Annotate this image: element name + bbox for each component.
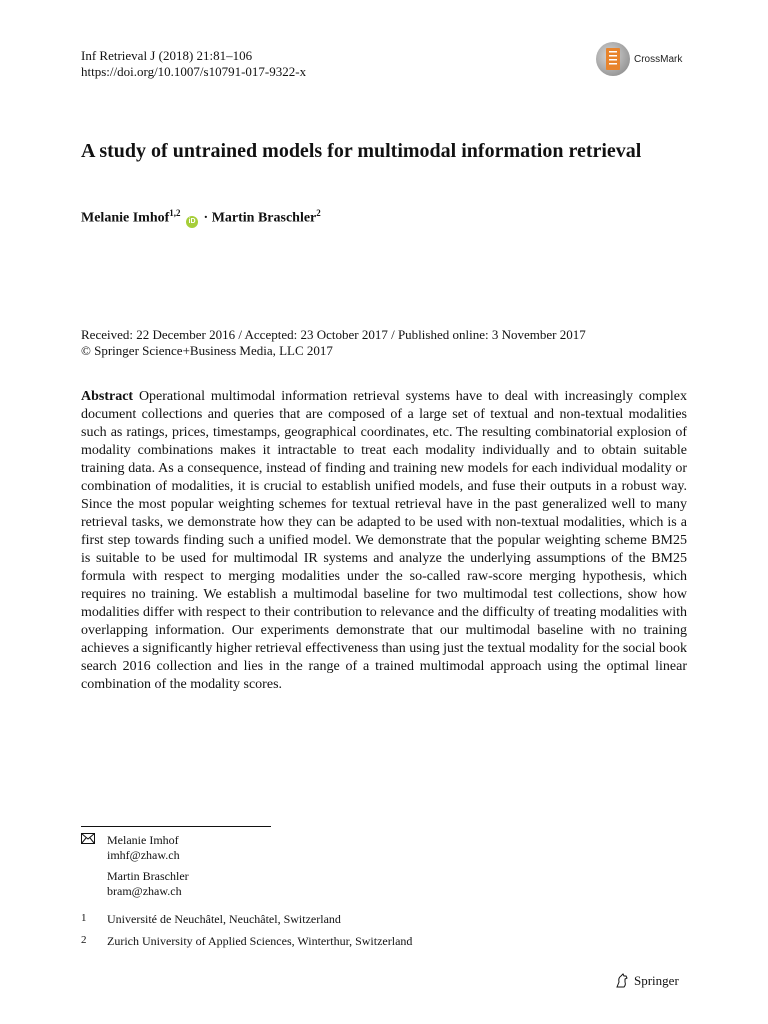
history-dates: Received: 22 December 2016 / Accepted: 23 October 2017 / Published online: 3 November 2017	[81, 327, 586, 342]
author-list	[81, 208, 321, 228]
publisher-logo	[614, 973, 679, 989]
orcid-icon[interactable]: iD	[186, 216, 198, 228]
copyright-line: © Springer Science+Business Media, LLC 2017	[81, 343, 333, 358]
abstract	[81, 388, 687, 694]
crossmark-label: CrossMark	[634, 53, 683, 65]
journal-header	[81, 48, 306, 80]
affiliation-text: Université de Neuchâtel, Neuchâtel, Switzerland	[107, 912, 341, 926]
abstract-text: Operational multimodal information retrieval systems have to deal with increasingly complex document collections and queries that are composed of a large set of textual and non-textual modalities such as ratings, prices, timestamps, geographical coordinates, etc. The resulting combinatorial explosion of modality combinations makes it intractable to treat each modality individually and to obtain suitable training data. As a consequence, instead of finding and training new models for each individual modality or combination of modalities, it is crucial to establish unified models, and fuse their outputs in a robust way. Since the most popular weighting schemes for textual retrieval have in the past generalized well to many retrieval tasks, we demonstrate how they can be adapted to be used with non-textual modalities, which is a first step towards finding such a unified model. We demonstrate that the popular weighting scheme BM25 is suitable to be used for multimodal IR systems and analyze the underlying assumptions of the BM25 formula with respect to merging modalities under the so-called raw-score merging hypothesis, which requires no training. We establish a multimodal baseline for two multimodal test collections, show how modalities differ with respect to their contribution to relevance and the difficulty of treating modalities with overlapping information. Our experiments demonstrate that our multimodal baseline with no training achieves a significantly higher retrieval effectiveness than using just the textual modality for the social book search 2016 collection and lies in the range of a trained multimodal approach using the optimal linear combination of the modality scores.	[81, 389, 688, 692]
doi-link[interactable]: https://doi.org/10.1007/s10791-017-9322-x	[81, 64, 307, 79]
abstract-heading: Abstract	[81, 389, 134, 404]
contact-email[interactable]: imhf@zhaw.ch	[107, 848, 180, 862]
author-affiliation-mark: 1,2	[169, 208, 181, 218]
contact-email[interactable]: bram@zhaw.ch	[107, 884, 182, 898]
publication-dates	[81, 327, 586, 359]
crossmark-badge[interactable]	[596, 42, 682, 76]
footnote-divider	[81, 826, 271, 827]
springer-horse-icon	[614, 973, 630, 989]
envelope-icon	[81, 833, 95, 849]
contact-name: Martin Braschler	[107, 869, 189, 883]
corresponding-author	[107, 833, 180, 863]
affiliation-mark: 1	[81, 912, 87, 924]
author-affiliation-mark: 2	[316, 208, 321, 218]
paper-title: A study of untrained models for multimodal information retrieval	[81, 140, 642, 162]
affiliation-text: Zurich University of Applied Sciences, Winterthur, Switzerland	[107, 934, 413, 948]
publisher-name: Springer	[634, 973, 679, 988]
contact-name: Melanie Imhof	[107, 833, 179, 847]
crossmark-icon	[596, 42, 630, 76]
author-separator: ·	[203, 210, 209, 226]
affiliation-mark: 2	[81, 934, 87, 946]
second-author-contact	[107, 869, 189, 899]
journal-citation: Inf Retrieval J (2018) 21:81–106	[81, 48, 253, 63]
author-name: Melanie Imhof	[81, 210, 170, 226]
author-name: Martin Braschler	[211, 210, 317, 226]
